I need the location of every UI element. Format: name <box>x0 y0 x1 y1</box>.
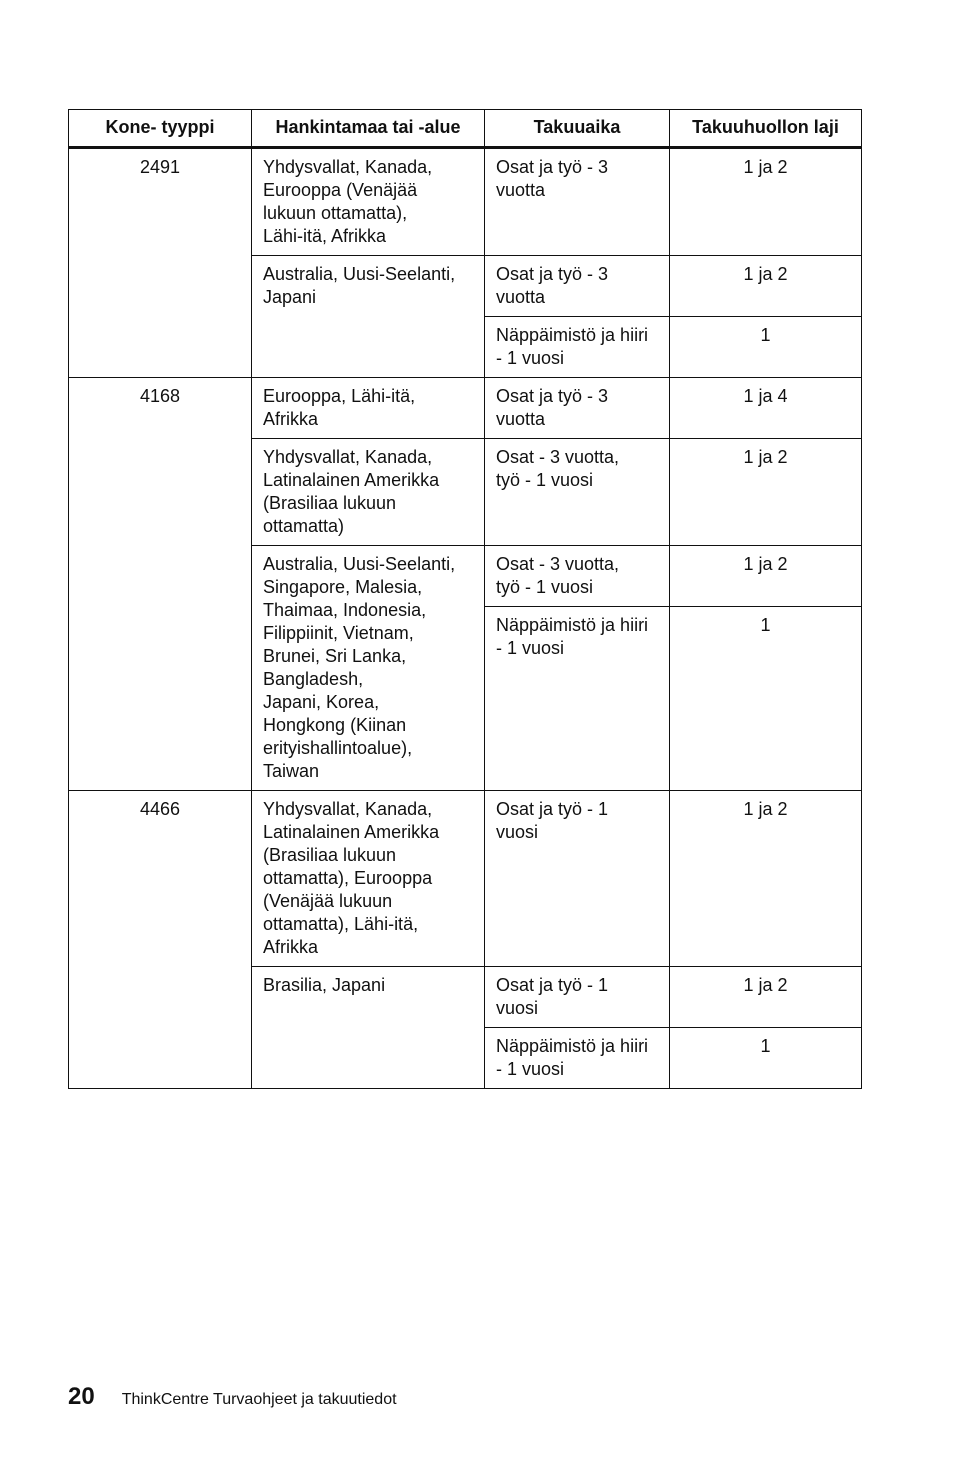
region-text: Eurooppa, Lähi-itä, Afrikka <box>263 386 416 429</box>
table-header-row <box>69 110 862 148</box>
service-type-cell <box>670 791 862 967</box>
region-cell <box>252 378 485 439</box>
machine-type: 4168 <box>139 386 181 406</box>
service-type-text: 1 ja 4 <box>743 386 788 406</box>
service-type-text: 1 ja 2 <box>743 157 788 177</box>
period-cell <box>485 317 670 378</box>
service-type-cell <box>670 148 862 256</box>
document-title: ThinkCentre Turvaohjeet ja takuutiedot <box>121 1391 397 1408</box>
period-text: Osat ja työ - 3 vuotta <box>496 386 609 429</box>
period-text: Näppäimistö ja hiiri - 1 vuosi <box>496 615 649 659</box>
warranty-table <box>68 109 862 1089</box>
table-row <box>69 791 862 967</box>
machine-type-cell <box>69 148 252 378</box>
machine-type: 4466 <box>139 799 181 819</box>
period-text: Osat ja työ - 1 vuosi <box>496 799 609 842</box>
period-text: Osat ja työ - 3 vuotta <box>496 157 609 200</box>
header-region: Hankintamaa tai -alue <box>252 110 485 148</box>
page-number: 20 <box>68 1383 95 1410</box>
service-type-text: 1 <box>760 615 771 636</box>
service-type-cell <box>670 439 862 546</box>
region-cell <box>252 967 485 1089</box>
region-cell <box>252 148 485 256</box>
service-type-text: 1 <box>760 1036 771 1056</box>
period-cell <box>485 1028 670 1089</box>
service-type-cell <box>670 967 862 1028</box>
region-text: Yhdysvallat, Kanada, Eurooppa (Venäjää lukuun ottamatta), Lähi-itä, Afrikka <box>263 157 433 246</box>
period-cell <box>485 378 670 439</box>
region-text: Brasilia, Japani <box>263 975 386 995</box>
region-cell <box>252 439 485 546</box>
service-type-text: 1 ja 2 <box>743 799 788 819</box>
header-service-type: Takuuhuollon laji <box>670 110 862 148</box>
period-cell <box>485 148 670 256</box>
period-text: Osat ja työ - 3 vuotta <box>496 264 609 307</box>
period-text: Osat ja työ - 1 vuosi <box>496 975 609 1018</box>
service-type-cell <box>670 1028 862 1089</box>
service-type-cell <box>670 256 862 317</box>
header-warranty-period: Takuuaika <box>485 110 670 148</box>
period-text: Osat - 3 vuotta, työ - 1 vuosi <box>496 554 620 597</box>
region-cell <box>252 791 485 967</box>
machine-type-cell <box>69 378 252 791</box>
machine-type: 2491 <box>139 157 181 177</box>
period-cell <box>485 791 670 967</box>
period-cell <box>485 967 670 1028</box>
table-row <box>69 378 862 439</box>
period-text: Näppäimistö ja hiiri - 1 vuosi <box>496 1036 649 1079</box>
region-text: Australia, Uusi-Seelanti, Japani <box>263 264 456 307</box>
service-type-cell <box>670 546 862 607</box>
service-type-text: 1 <box>760 325 771 345</box>
period-cell <box>485 546 670 607</box>
region-text: Yhdysvallat, Kanada, Latinalainen Amerikka (Brasiliaa lukuun ottamatta) <box>263 447 440 536</box>
page-footer <box>68 1383 397 1411</box>
region-cell <box>252 546 485 791</box>
period-text: Näppäimistö ja hiiri - 1 vuosi <box>496 325 649 368</box>
region-text: Yhdysvallat, Kanada, Latinalainen Amerikka (Brasiliaa lukuun ottamatta), Eurooppa (Venäjää lukuun ottamatta), Lähi-itä, Afrikka <box>263 799 440 957</box>
service-type-cell <box>670 317 862 378</box>
period-text: Osat - 3 vuotta, työ - 1 vuosi <box>496 447 620 490</box>
period-cell <box>485 439 670 546</box>
service-type-text: 1 ja 2 <box>743 975 788 995</box>
service-type-cell <box>670 378 862 439</box>
period-cell <box>485 256 670 317</box>
table-row <box>69 148 862 256</box>
service-type-text: 1 ja 2 <box>743 264 788 284</box>
service-type-text: 1 ja 2 <box>743 554 788 574</box>
service-type-cell <box>670 607 862 791</box>
period-cell <box>485 607 670 791</box>
region-text: Australia, Uusi-Seelanti, Singapore, Malesia, Thaimaa, Indonesia, Filippiinit, Vietnam, Brunei, Sri Lanka, Bangladesh, Japani, Korea, Hongkong (Kiinan erityishallintoalue), Taiwan <box>263 554 456 781</box>
machine-type-cell <box>69 791 252 1089</box>
header-machine-type: Kone- tyyppi <box>69 110 252 148</box>
region-cell <box>252 256 485 378</box>
service-type-text: 1 ja 2 <box>743 447 788 467</box>
